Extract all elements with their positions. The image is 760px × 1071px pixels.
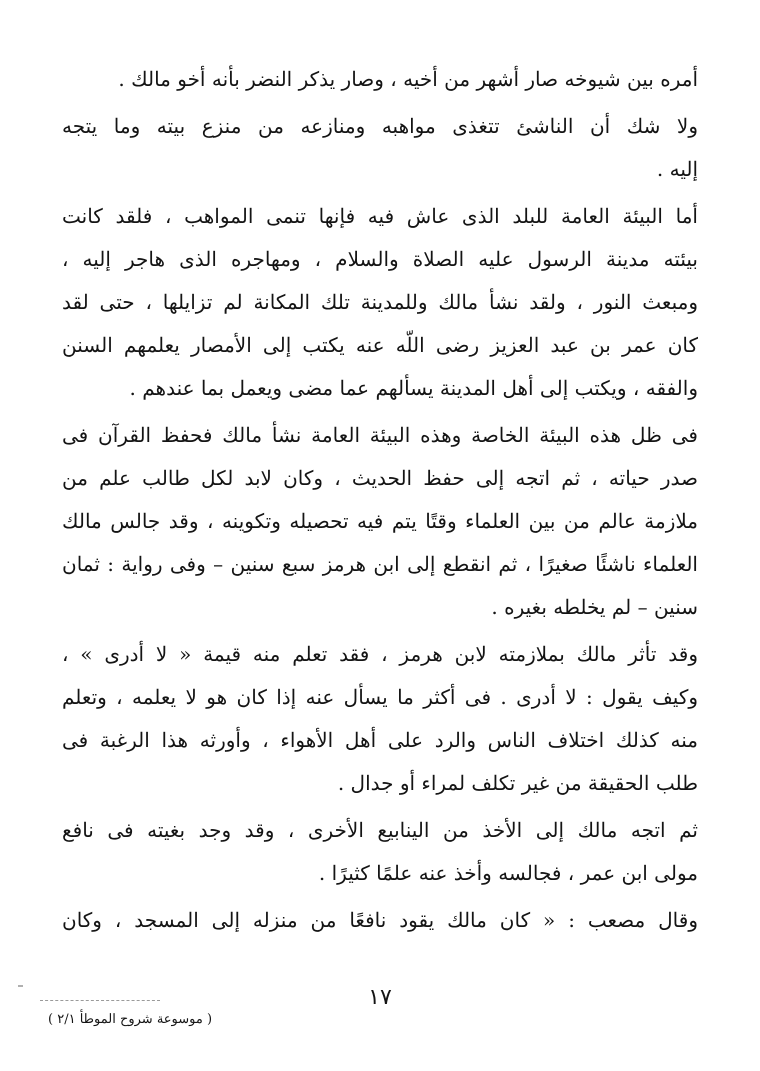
text-line: ملازمة عالم من بين العلماء وقتًا يتم فيه تحصيله وتكوينه ، وقد جالس مالك [62, 509, 698, 533]
page-number: ١٧ [368, 985, 392, 1010]
text-line: بيئته مدينة الرسول عليه الصلاة والسلام ، ومهاجره الذى هاجر إليه ، [62, 247, 698, 271]
text-line: وقال مصعب : « كان مالك يقود نافعًا من منزله إلى المسجد ، وكان [62, 908, 698, 932]
scan-mark [18, 985, 23, 987]
text-line: أما البيئة العامة للبلد الذى عاش فيه فإنها تنمى المواهب ، فلقد كانت [62, 204, 698, 228]
text-line: مولى ابن عمر ، فجالسه وأخذ عنه علمًا كثيرًا . [318, 861, 698, 885]
text-line: كان عمر بن عبد العزيز رضى اللّه عنه يكتب إلى الأمصار يعلمهم السنن [62, 333, 698, 357]
text-line: سنين – لم يخلطه بغيره . [491, 595, 698, 619]
text-line: ولا شك أن الناشئ تتغذى مواهبه ومنازعه من منزع بيته وما يتجه [62, 114, 698, 138]
footer-source-note: ( موسوعة شروح الموطأ ٢/١ ) [48, 1012, 213, 1027]
text-line: ومبعث النور ، ولقد نشأ مالك وللمدينة تلك المكانة لم تزايلها ، حتى لقد [62, 290, 698, 314]
text-line: منه كذلك اختلاف الناس والرد على أهل الأهواء ، وأورثه هذا الرغبة فى [62, 728, 698, 752]
text-line: طلب الحقيقة من غير تكلف لمراء أو جدال . [337, 771, 698, 795]
text-line: ثم اتجه مالك إلى الأخذ من الينابيع الأخرى ، وقد وجد بغيته فى نافع [62, 818, 698, 842]
text-line: إليه . [656, 157, 698, 181]
text-line: والفقه ، ويكتب إلى أهل المدينة يسألهم عما مضى ويعمل بما عندهم . [129, 376, 698, 400]
text-line: أمره بين شيوخه صار أشهر من أخيه ، وصار يذكر النضر بأنه أخو مالك . [118, 67, 698, 91]
text-line: صدر حياته ، ثم اتجه إلى حفظ الحديث ، وكان لابد لكل طالب علم من [62, 466, 698, 490]
text-line: وقد تأثر مالك بملازمته لابن هرمز ، فقد تعلم منه قيمة « لا أدرى » ، [62, 642, 698, 666]
footer-divider [40, 1000, 160, 1001]
text-line: وكيف يقول : لا أدرى . فى أكثر ما يسأل عنه إذا كان هو لا يعلمه ، وتعلم [62, 685, 698, 709]
body-text [62, 58, 698, 942]
text-line: فى ظل هذه البيئة الخاصة وهذه البيئة العامة نشأ مالك فحفظ القرآن فى [62, 423, 698, 447]
text-line: العلماء ناشئًا صغيرًا ، ثم انقطع إلى ابن هرمز سبع سنين – وفى رواية : ثمان [62, 552, 698, 576]
